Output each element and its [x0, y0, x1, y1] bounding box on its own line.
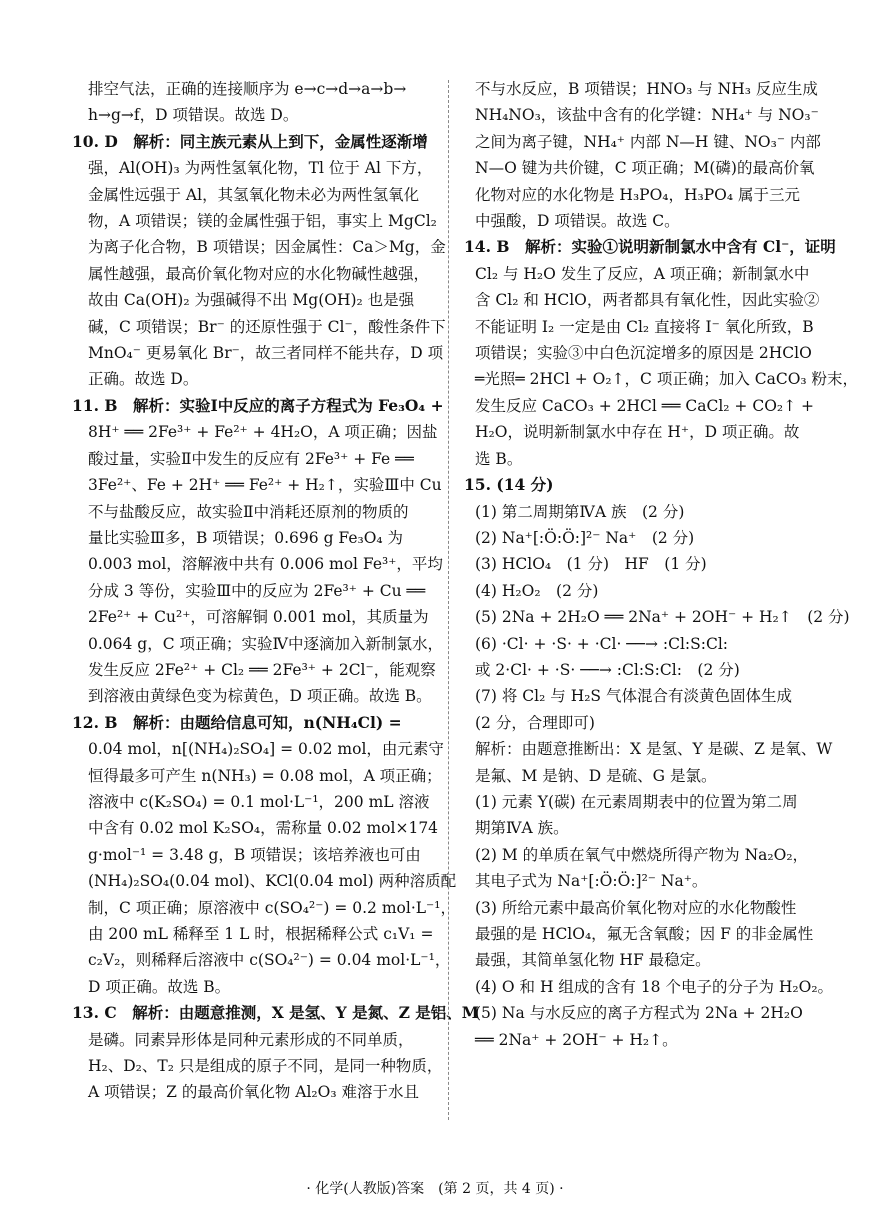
- text-line: 3Fe²⁺、Fe + 2H⁺ ══ Fe²⁺ + H₂↑，实验Ⅲ中 Cu: [88, 476, 442, 495]
- text-line: 属性越强，最高价氧化物对应的水化物碱性越强，: [88, 264, 430, 283]
- text-line: c₂V₂，则稀释后溶液中 c(SO₄²⁻) = 0.04 mol·L⁻¹，: [88, 951, 451, 970]
- column-divider: [448, 80, 449, 1120]
- text-line: 物，A 项错误；镁的金属性强于铝，事实上 MgCl₂: [88, 212, 437, 231]
- text-line: 酸过量，实验Ⅱ中发生的反应有 2Fe³⁺ + Fe ══: [88, 449, 414, 468]
- text-line: 发生反应 2Fe²⁺ + Cl₂ ══ 2Fe³⁺ + 2Cl⁻，能观察: [88, 660, 436, 679]
- text-line: 化物对应的水化物是 H₃PO₄，H₃PO₄ 属于三元: [475, 185, 801, 204]
- text-line: 其电子式为 Na⁺[:Ö:Ö:]²⁻ Na⁺。: [475, 872, 708, 891]
- text-line: (3) HClO₄ (1 分) HF (1 分): [475, 555, 707, 574]
- text-line: (NH₄)₂SO₄(0.04 mol)、KCl(0.04 mol) 两种溶质配: [88, 872, 457, 891]
- text-line: 期第ⅣA 族。: [475, 819, 569, 838]
- text-line: 溶液中 c(K₂SO₄) = 0.1 mol·L⁻¹，200 mL 溶液: [88, 792, 430, 811]
- text-line: (2) Na⁺[:Ö:Ö:]²⁻ Na⁺ (2 分): [475, 528, 695, 547]
- text-line: 不与水反应，B 项错误；HNO₃ 与 NH₃ 反应生成: [475, 80, 818, 98]
- text-line: 0.003 mol，溶解液中共有 0.006 mol Fe³⁺，平均: [88, 555, 443, 574]
- text-line: 0.04 mol，n[(NH₄)₂SO₄] = 0.02 mol，由元素守: [88, 740, 444, 759]
- text-line: 2Fe²⁺ + Cu²⁺，可溶解铜 0.001 mol，其质量为: [88, 608, 429, 627]
- text-line: 金属性远强于 Al，其氢氧化物未必为两性氢氧化: [88, 185, 420, 204]
- text-line: 之间为离子键，NH₄⁺ 内部 N—H 键、NO₃⁻ 内部: [475, 132, 821, 151]
- text-line: (7) 将 Cl₂ 与 H₂S 气体混合有淡黄色固体生成: [475, 687, 792, 706]
- text-line: A 项错误；Z 的最高价氧化物 Al₂O₃ 难溶于水且: [88, 1083, 419, 1102]
- text-line: 故由 Ca(OH)₂ 为强碱得不出 Mg(OH)₂ 也是强: [88, 291, 415, 310]
- text-line: (6) ·Cl· + ·S· + ·Cl· ──→ :Cl:S:Cl:: [475, 634, 729, 653]
- answer-11-heading: 11. B 解析：实验Ⅰ中反应的离子方程式为 Fe₃O₄ +: [72, 395, 444, 415]
- text-line: 最强，其简单氢化物 HF 最稳定。: [475, 951, 711, 970]
- text-line: 选 B。: [475, 449, 523, 468]
- text-line: 不与盐酸反应，故实验Ⅱ中消耗还原剂的物质的: [88, 502, 409, 521]
- text-line: g·mol⁻¹ = 3.48 g，B 项错误；该培养液也可由: [88, 845, 421, 864]
- text-line: (4) H₂O₂ (2 分): [475, 581, 599, 600]
- text-line: 强，Al(OH)₃ 为两性氢氧化物，Tl 位于 Al 下方，: [88, 159, 433, 178]
- text-line: Cl₂ 与 H₂O 发生了反应，A 项正确；新制氯水中: [475, 264, 810, 283]
- text-line: 分成 3 等份，实验Ⅲ中的反应为 2Fe³⁺ + Cu ══: [88, 581, 426, 600]
- text-line: 发生反应 CaCO₃ + 2HCl ══ CaCl₂ + CO₂↑ +: [475, 396, 815, 415]
- text-line: 由 200 mL 稀释至 1 L 时，根据稀释公式 c₁V₁ =: [88, 925, 434, 943]
- right-column: [464, 76, 859, 1053]
- text-line: ═光照═ 2HCl + O₂↑，C 项正确；加入 CaCO₃ 粉末，: [475, 370, 859, 389]
- text-line: (2 分，合理即可): [475, 713, 595, 732]
- text-line: (2) M 的单质在氧气中燃烧所得产物为 Na₂O₂，: [475, 845, 809, 864]
- answer-10-heading: 10. D 解析：同主族元素从上到下，金属性逐渐增: [72, 131, 428, 151]
- answer-14-heading: 14. B 解析：实验①说明新制氯水中含有 Cl⁻，证明: [464, 237, 836, 257]
- text-line: 中含有 0.02 mol K₂SO₄，需称量 0.02 mol×174: [88, 819, 439, 838]
- text-line: h→g→f，D 项错误。故选 D。: [88, 106, 299, 125]
- text-line: (5) 2Na + 2H₂O ══ 2Na⁺ + 2OH⁻ + H₂↑ (2 分): [475, 608, 850, 627]
- text-line: (3) 所给元素中最高价氧化物对应的水化物酸性: [475, 898, 797, 917]
- text-line: 8H⁺ ══ 2Fe³⁺ + Fe²⁺ + 4H₂O，A 项正确；因盐: [88, 423, 438, 442]
- text-line: 正确。故选 D。: [88, 370, 199, 389]
- text-line: 或 2·Cl· + ·S· ──→ :Cl:S:Cl: (2 分): [475, 660, 740, 679]
- text-line: H₂O，说明新制氯水中存在 H⁺，D 项正确。故: [475, 423, 800, 442]
- answer-12-heading: 12. B 解析：由题给信息可知，n(NH₄Cl) =: [72, 712, 402, 732]
- text-line: 量比实验Ⅲ多，B 项错误；0.696 g Fe₃O₄ 为: [88, 528, 404, 547]
- text-line: H₂、D₂、T₂ 只是组成的原子不同，是同一种物质，: [88, 1057, 443, 1076]
- text-line: 碱，C 项错误；Br⁻ 的还原性强于 Cl⁻，酸性条件下: [88, 317, 446, 336]
- text-line: 排空气法，正确的连接顺序为 e→c→d→a→b→: [88, 80, 407, 98]
- text-line: (1) 元素 Y(碳) 在元素周期表中的位置为第二周: [475, 792, 798, 811]
- text-line: (5) Na 与水反应的离子方程式为 2Na + 2H₂O: [475, 1004, 803, 1023]
- text-line: 含 Cl₂ 和 HClO，两者都具有氧化性，因此实验②: [475, 291, 820, 310]
- text-line: N—O 键为共价键，C 项正确；M(磷)的最高价氧: [475, 159, 815, 178]
- text-line: 是磷。同素异形体是同种元素形成的不同单质，: [88, 1030, 414, 1049]
- text-line: ══ 2Na⁺ + 2OH⁻ + H₂↑。: [475, 1030, 678, 1049]
- text-line: 项错误；实验③中白色沉淀增多的原因是 2HClO: [475, 344, 812, 363]
- text-line: 到溶液由黄绿色变为棕黄色，D 项正确。故选 B。: [88, 687, 432, 706]
- answer-13-heading: 13. C 解析：由题意推测，X 是氢、Y 是氮、Z 是铝、M: [72, 1003, 479, 1023]
- text-line: 解析：由题意推断出：X 是氢、Y 是碳、Z 是氧、W: [475, 740, 833, 759]
- text-line: 制，C 项正确；原溶液中 c(SO₄²⁻) = 0.2 mol·L⁻¹，: [88, 898, 456, 917]
- text-line: 0.064 g，C 项正确；实验Ⅳ中逐滴加入新制氯水，: [88, 634, 443, 653]
- page-footer: · 化学(人教版)答案 (第 2 页，共 4 页) ·: [306, 1181, 564, 1197]
- text-line: D 项正确。故选 B。: [88, 977, 231, 996]
- text-line: 为离子化合物，B 项错误；因金属性：Ca＞Mg，金: [88, 238, 446, 257]
- text-line: (4) O 和 H 组成的含有 18 个电子的分子为 H₂O₂。: [475, 977, 834, 996]
- answer-15-heading: 15. (14 分): [464, 475, 554, 495]
- text-line: NH₄NO₃，该盐中含有的化学键：NH₄⁺ 与 NO₃⁻: [475, 106, 819, 125]
- left-column: [72, 76, 479, 1106]
- text-line: 不能证明 I₂ 一定是由 Cl₂ 直接将 I⁻ 氧化所致，B: [475, 317, 814, 336]
- text-line: 恒得最多可产生 n(NH₃) = 0.08 mol，A 项正确；: [88, 766, 442, 785]
- text-line: (1) 第二周期第ⅣA 族 (2 分): [475, 502, 685, 521]
- text-line: MnO₄⁻ 更易氧化 Br⁻，故三者同样不能共存，D 项: [88, 344, 444, 363]
- text-line: 中强酸，D 项错误。故选 C。: [475, 212, 680, 231]
- text-line: 最强的是 HClO₄，氟无含氧酸；因 F 的非金属性: [475, 925, 814, 943]
- text-line: 是氟、M 是钠、D 是硫、G 是氯。: [475, 766, 717, 785]
